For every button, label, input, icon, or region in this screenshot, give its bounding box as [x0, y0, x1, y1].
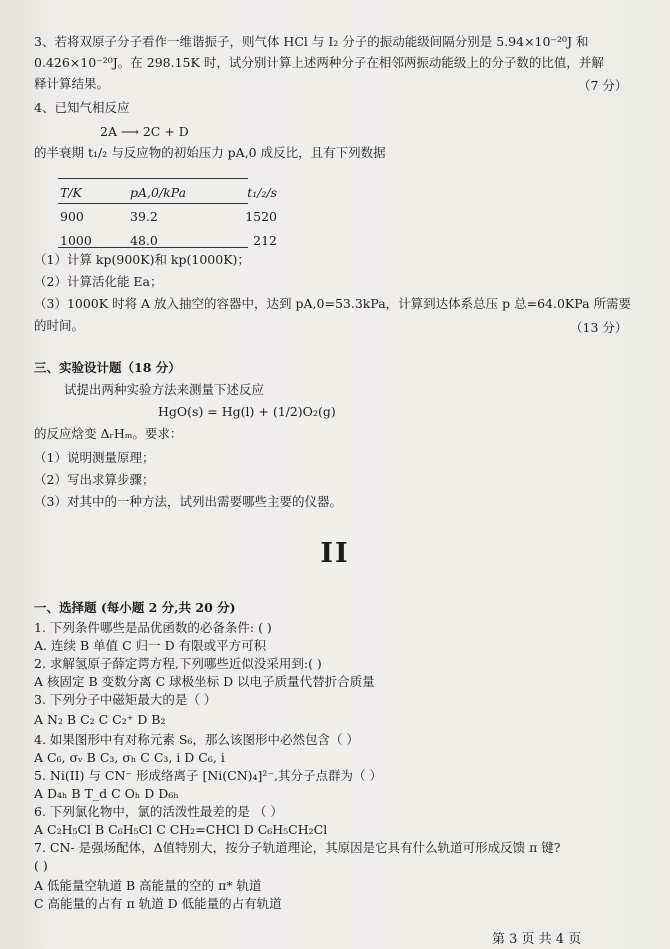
section3-part-1: （1）说明测量原理；	[34, 450, 155, 465]
mc-line: 3. 下列分子中磁矩最大的是（ ）	[34, 692, 217, 707]
mc-line: A. 连续 B 单值 C 归一 D 有限或平方可积	[34, 638, 267, 653]
table-header-rule	[58, 203, 248, 204]
table-cell: 39.2	[130, 208, 158, 224]
section3-reaction: HgO(s) = Hg(l) + (1/2)O₂(g)	[158, 404, 336, 419]
table-cell: 48.0	[130, 232, 158, 248]
table-cell: 900	[60, 208, 84, 224]
mc-line: 6. 下列氯化物中，氯的活泼性最差的是 （ ）	[34, 804, 283, 819]
mc-line: A 低能量空轨道 B 高能量的空的 π* 轨道	[34, 878, 262, 893]
q3-line-2: 0.426×10⁻²⁰J。在 298.15K 时，试分别计算上述两种分子在相邻两振动能级上的分子数的比值，并解	[34, 55, 604, 70]
table-cell: 1000	[60, 232, 92, 248]
table-header-row	[60, 180, 277, 204]
mc-line: 4. 如果图形中有对称元素 S₆，那么该图形中必然包含（ ）	[34, 732, 359, 747]
table-row	[60, 204, 277, 228]
table-top-rule	[58, 178, 248, 179]
section3-line-1: 试提出两种实验方法来测量下述反应	[64, 382, 265, 397]
data-table	[60, 180, 277, 252]
mc-title: 一、选择题 (每小题 2 分,共 20 分)	[34, 600, 236, 615]
table-header-cell: T/K	[60, 184, 82, 200]
mc-line: A 核固定 B 变数分离 C 球极坐标 D 以电子质量代替折合质量	[34, 674, 375, 689]
part-two-heading: II	[320, 538, 350, 569]
mc-line: 5. Ni(II) 与 CN⁻ 形成络离子 [Ni(CN)₄]²⁻,其分子点群为（ ）	[34, 768, 382, 783]
mc-line: A N₂ B C₂ C C₂⁺ D B₂	[34, 712, 166, 727]
table-cell: 1520	[245, 208, 277, 224]
mc-line: A C₂H₅Cl B C₆H₅Cl C CH₂=CHCl D C₆H₅CH₂Cl	[34, 822, 328, 837]
q4-line-1: 4、已知气相反应	[34, 100, 130, 115]
mc-line: C 高能量的占有 π 轨道 D 低能量的占有轨道	[34, 896, 282, 911]
q3-line-3: 释计算结果。	[34, 76, 110, 91]
section3-part-3: （3）对其中的一种方法，试列出需要哪些主要的仪器。	[34, 494, 342, 509]
page-number: 第 3 页 共 4 页	[492, 932, 582, 947]
q4-part-2: （2）计算活化能 Ea；	[34, 274, 163, 289]
q4-reaction: 2A ⟶ 2C + D	[100, 124, 189, 139]
q4-part-3a: （3）1000K 时将 A 放入抽空的容器中，达到 pA,0=53.3kPa，计算到达体系总压 p 总=64.0KPa 所需要	[34, 296, 632, 311]
section3-line-2: 的反应焓变 ΔᵣHₘ。要求：	[34, 426, 183, 441]
table-row	[60, 228, 277, 252]
table-bottom-rule	[58, 247, 248, 248]
mc-line: A C₆, σᵥ B C₃, σₕ C C₃, i D C₆, i	[34, 750, 225, 765]
mc-line: A D₄ₕ B T_d C Oₕ D D₆ₕ	[34, 786, 179, 801]
section3-title: 三、实验设计题（18 分）	[34, 360, 181, 375]
table-header-cell: pA,0/kPa	[130, 184, 187, 200]
section3-part-2: （2）写出求算步骤；	[34, 472, 155, 487]
mc-line: ( )	[34, 858, 48, 873]
mc-line: 7. CN- 是强场配体，Δ值特别大，按分子轨道理论，其原因是它具有什么轨道可形成反馈 π 键?	[34, 840, 561, 855]
q3-line-1: 3、若将双原子分子看作一维谐振子，则气体 HCl 与 I₂ 分子的振动能级间隔分别是 5.94×10⁻²⁰J 和	[34, 34, 589, 49]
q3-score: （7 分）	[578, 78, 628, 93]
mc-line: 1. 下列条件哪些是品优函数的必备条件: ( )	[34, 620, 272, 635]
table-header-cell: t₁/₂/s	[247, 184, 277, 200]
table-cell: 212	[253, 232, 277, 248]
q4-line-2: 的半衰期 t₁/₂ 与反应物的初始压力 pA,0 成反比，且有下列数据	[34, 145, 386, 160]
q4-part-1: （1）计算 kp(900K)和 kp(1000K)；	[34, 252, 250, 267]
mc-line: 2. 求解氢原子薛定谔方程,下列哪些近似没采用到:( )	[34, 656, 322, 671]
q4-score: （13 分）	[570, 320, 628, 335]
q4-part-3b: 的时间。	[34, 318, 85, 333]
